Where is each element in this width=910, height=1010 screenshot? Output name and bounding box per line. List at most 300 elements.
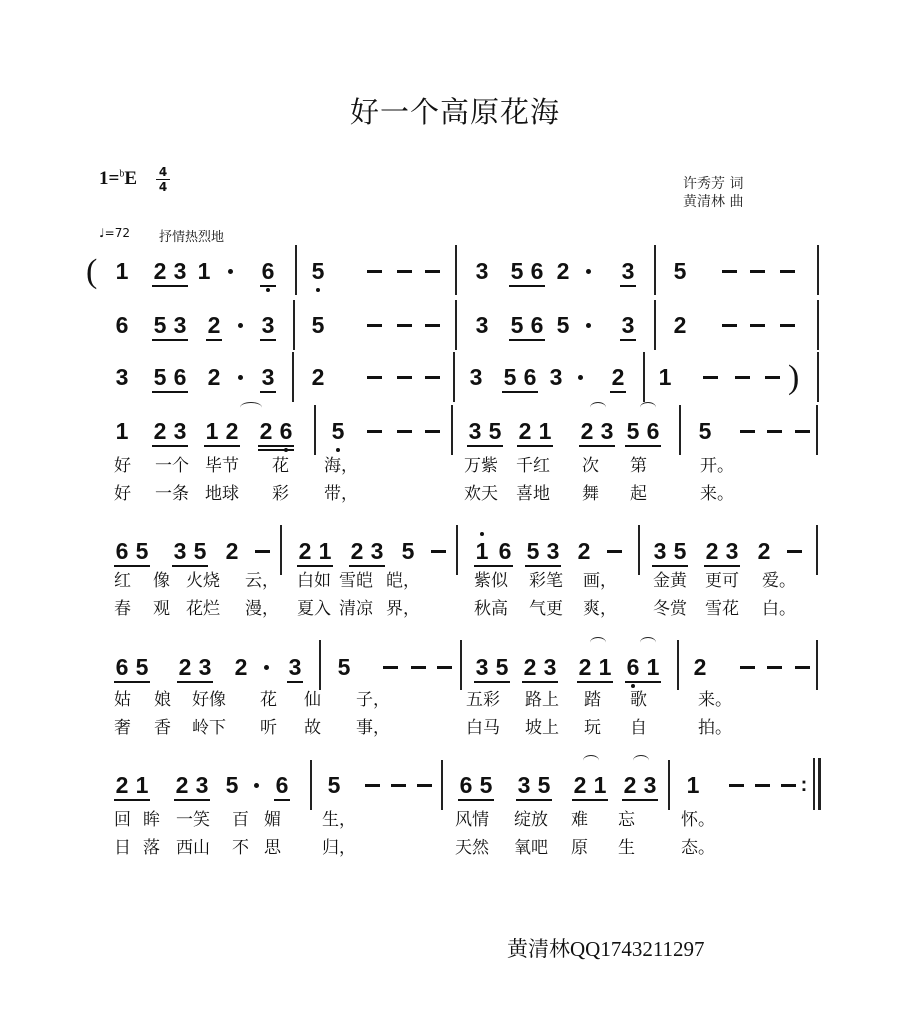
lyric: 第 xyxy=(630,456,647,476)
lyric: 好 xyxy=(114,484,131,504)
underline xyxy=(620,285,636,287)
note: 2 xyxy=(350,538,364,564)
lyric: 生 xyxy=(618,838,635,858)
augmentation-dot xyxy=(586,323,591,328)
barline xyxy=(816,405,818,455)
underline xyxy=(509,339,545,341)
barline xyxy=(295,245,297,295)
note: 3 xyxy=(546,538,560,564)
lyric: 彩笔 xyxy=(529,571,563,591)
note: 1 xyxy=(686,772,700,798)
lyric: 怀。 xyxy=(681,810,715,830)
final-barline xyxy=(818,758,821,810)
barline xyxy=(456,525,458,575)
lyric: 开。 xyxy=(700,456,734,476)
note: 5 xyxy=(331,418,345,444)
lyric: 听 xyxy=(260,718,277,738)
note: 6 xyxy=(115,654,129,680)
note: 3 xyxy=(173,312,187,338)
dash xyxy=(767,666,782,669)
barline xyxy=(638,525,640,575)
note: 3 xyxy=(549,364,563,390)
note: 3 xyxy=(173,418,187,444)
note: 2 xyxy=(623,772,637,798)
barline xyxy=(643,352,645,402)
barline xyxy=(455,300,457,350)
augmentation-dot xyxy=(586,269,591,274)
note: 2 xyxy=(225,418,239,444)
underline xyxy=(274,799,290,801)
note: 2 xyxy=(311,364,325,390)
dash xyxy=(367,270,382,273)
dash xyxy=(365,784,380,787)
note: 6 xyxy=(530,312,544,338)
low-octave-dot xyxy=(336,448,340,452)
note: 1 xyxy=(135,772,149,798)
lyric: 清凉 xyxy=(339,599,373,619)
note: 5 xyxy=(225,772,239,798)
barline xyxy=(292,352,294,402)
barline xyxy=(460,640,462,690)
lyric: 带， xyxy=(324,484,358,504)
dash xyxy=(425,430,440,433)
dash xyxy=(425,324,440,327)
dash xyxy=(722,270,737,273)
open-paren: ( xyxy=(86,253,98,290)
underline xyxy=(152,339,188,341)
note: 5 xyxy=(537,772,551,798)
barline xyxy=(817,245,819,295)
dash xyxy=(740,666,755,669)
barline xyxy=(817,352,819,402)
lyric: 夏入 xyxy=(297,599,331,619)
lyric: 雪花 xyxy=(705,599,739,619)
lyric: 思 xyxy=(264,838,281,858)
lyric: 五彩 xyxy=(466,690,500,710)
note: 2 xyxy=(578,654,592,680)
note: 6 xyxy=(173,364,187,390)
slur xyxy=(590,402,606,413)
note: 3 xyxy=(475,312,489,338)
slur xyxy=(640,402,656,413)
time-signature: 4 4 xyxy=(156,166,170,193)
dash xyxy=(397,376,412,379)
lyric: 爱。 xyxy=(762,571,796,591)
dash xyxy=(750,324,765,327)
lyric: 秋高 xyxy=(474,599,508,619)
lyric: 奢 xyxy=(114,718,131,738)
barline xyxy=(816,640,818,690)
lyric: 娘 xyxy=(154,690,171,710)
lyricist-credit: 许秀芳 词 xyxy=(683,176,744,192)
note: 2 xyxy=(573,772,587,798)
dash xyxy=(740,430,755,433)
underline xyxy=(260,391,276,393)
lyric: 好 xyxy=(114,456,131,476)
barline xyxy=(816,525,818,575)
slur xyxy=(633,755,649,766)
underline xyxy=(152,445,188,447)
note: 5 xyxy=(510,258,524,284)
barline xyxy=(293,300,295,350)
note: 5 xyxy=(510,312,524,338)
lyric: 玩 xyxy=(584,718,601,738)
note: 6 xyxy=(279,418,293,444)
lyric: 踏 xyxy=(584,690,601,710)
lyric: 白。 xyxy=(762,599,796,619)
underline xyxy=(258,449,294,451)
note: 3 xyxy=(195,772,209,798)
lyric: 百 xyxy=(232,810,249,830)
barline xyxy=(455,245,457,295)
underline xyxy=(287,681,303,683)
note: 3 xyxy=(475,654,489,680)
augmentation-dot xyxy=(264,665,269,670)
underline xyxy=(579,445,615,447)
underline xyxy=(114,681,150,683)
note: 5 xyxy=(488,418,502,444)
lyric: 好像 xyxy=(192,690,226,710)
key-signature: 1=$^b$E xyxy=(99,168,138,189)
underline xyxy=(260,285,276,287)
note: 2 xyxy=(259,418,273,444)
note: 3 xyxy=(653,538,667,564)
underline xyxy=(467,445,503,447)
lyric: 春 xyxy=(114,599,131,619)
repeat-colon: : xyxy=(800,774,808,796)
note: 5 xyxy=(698,418,712,444)
dash xyxy=(735,376,750,379)
note: 5 xyxy=(495,654,509,680)
note: 1 xyxy=(197,258,211,284)
note: 2 xyxy=(580,418,594,444)
dash xyxy=(425,270,440,273)
dash xyxy=(607,550,622,553)
note: 3 xyxy=(643,772,657,798)
dash xyxy=(765,376,780,379)
lyric: 红 xyxy=(114,571,131,591)
dash xyxy=(780,270,795,273)
note: 2 xyxy=(234,654,248,680)
lyric: 媚 xyxy=(264,810,281,830)
note: 1 xyxy=(475,538,489,564)
note: 5 xyxy=(135,654,149,680)
lyric: 岭下 xyxy=(192,718,226,738)
note: 1 xyxy=(115,418,129,444)
lyric: 彩 xyxy=(272,484,289,504)
note: 3 xyxy=(475,258,489,284)
lyric: 千红 xyxy=(516,456,550,476)
lyric: 香 xyxy=(154,718,171,738)
dash xyxy=(781,784,796,787)
note: 5 xyxy=(503,364,517,390)
lyric: 白如 xyxy=(297,571,331,591)
lyric: 风情 xyxy=(455,810,489,830)
lyric: 日 xyxy=(114,838,131,858)
dash xyxy=(367,376,382,379)
lyric: 态。 xyxy=(681,838,715,858)
dash xyxy=(411,666,426,669)
barline xyxy=(668,760,670,810)
dash xyxy=(367,324,382,327)
underline xyxy=(525,565,561,567)
note: 5 xyxy=(479,772,493,798)
note: 2 xyxy=(523,654,537,680)
note: 3 xyxy=(261,364,275,390)
note: 2 xyxy=(175,772,189,798)
note: 2 xyxy=(207,364,221,390)
barline xyxy=(813,758,815,810)
note: 5 xyxy=(401,538,415,564)
lyric: 绽放 xyxy=(514,810,548,830)
dash xyxy=(755,784,770,787)
underline xyxy=(177,681,213,683)
note: 6 xyxy=(498,538,512,564)
note: 1 xyxy=(658,364,672,390)
note: 6 xyxy=(115,538,129,564)
expression-mark: 抒情热烈地 xyxy=(159,230,225,245)
dash xyxy=(703,376,718,379)
dash xyxy=(367,430,382,433)
note: 5 xyxy=(673,258,687,284)
underline xyxy=(474,565,513,567)
augmentation-dot xyxy=(578,375,583,380)
underline xyxy=(152,391,188,393)
note: 2 xyxy=(153,258,167,284)
lyric: 地球 xyxy=(205,484,239,504)
lyric: 事， xyxy=(356,718,390,738)
dash xyxy=(417,784,432,787)
lyric: 皑， xyxy=(386,571,420,591)
note: 2 xyxy=(298,538,312,564)
underline xyxy=(509,285,545,287)
underline xyxy=(114,565,150,567)
barline xyxy=(677,640,679,690)
lyric: 舞 xyxy=(582,484,599,504)
lyric: 观 xyxy=(153,599,170,619)
barline xyxy=(441,760,443,810)
composer-credit: 黄清林 曲 xyxy=(683,194,744,210)
lyric: 白马 xyxy=(466,718,500,738)
note: 1 xyxy=(598,654,612,680)
note: 3 xyxy=(469,364,483,390)
lyric: 坡上 xyxy=(525,718,559,738)
low-octave-dot xyxy=(266,288,270,292)
dash xyxy=(750,270,765,273)
note: 6 xyxy=(275,772,289,798)
lyric: 毕节 xyxy=(205,456,239,476)
note: 3 xyxy=(198,654,212,680)
lyric: 更可 xyxy=(705,571,739,591)
low-octave-dot xyxy=(316,288,320,292)
lyric: 一笑 xyxy=(176,810,210,830)
lyric: 火烧 xyxy=(186,571,220,591)
note: 2 xyxy=(577,538,591,564)
note: 5 xyxy=(153,312,167,338)
note: 3 xyxy=(173,258,187,284)
augmentation-dot xyxy=(254,783,259,788)
underline xyxy=(517,445,553,447)
dash xyxy=(780,324,795,327)
note: 3 xyxy=(261,312,275,338)
augmentation-dot xyxy=(238,323,243,328)
note: 1 xyxy=(115,258,129,284)
underline xyxy=(174,799,210,801)
augmentation-dot xyxy=(228,269,233,274)
barline xyxy=(817,300,819,350)
note: 5 xyxy=(311,312,325,338)
lyric: 云， xyxy=(245,571,279,591)
lyric: 回 xyxy=(114,810,131,830)
lyric: 来。 xyxy=(698,690,732,710)
note: 1 xyxy=(646,654,660,680)
note: 6 xyxy=(530,258,544,284)
note: 3 xyxy=(173,538,187,564)
underline xyxy=(652,565,688,567)
lyric: 拍。 xyxy=(698,718,732,738)
note: 5 xyxy=(193,538,207,564)
footer-contact: 黄清林QQ1743211297 xyxy=(507,937,705,961)
lyric: 原 xyxy=(571,838,588,858)
note: 1 xyxy=(538,418,552,444)
note: 6 xyxy=(261,258,275,284)
note: 3 xyxy=(621,312,635,338)
note: 2 xyxy=(225,538,239,564)
lyric: 忘 xyxy=(618,810,635,830)
lyric: 归， xyxy=(322,838,356,858)
lyric: 自 xyxy=(630,718,647,738)
tempo-mark: ♩=72 xyxy=(99,226,130,240)
underline xyxy=(297,565,333,567)
dash xyxy=(729,784,744,787)
lyric: 次 xyxy=(582,456,599,476)
barline xyxy=(314,405,316,455)
lyric: 喜地 xyxy=(516,484,550,504)
note: 3 xyxy=(600,418,614,444)
lyric: 路上 xyxy=(525,690,559,710)
slur xyxy=(583,755,599,766)
lyric: 歌 xyxy=(630,690,647,710)
dash xyxy=(437,666,452,669)
note: 2 xyxy=(207,312,221,338)
underline xyxy=(572,799,608,801)
lyric: 氧吧 xyxy=(514,838,548,858)
dash xyxy=(255,550,270,553)
dash xyxy=(722,324,737,327)
barline xyxy=(654,245,656,295)
lyric: 气更 xyxy=(529,599,563,619)
underline xyxy=(152,285,188,287)
underline xyxy=(204,445,240,447)
note: 3 xyxy=(288,654,302,680)
note: 6 xyxy=(523,364,537,390)
note: 2 xyxy=(705,538,719,564)
underline xyxy=(349,565,385,567)
lyric: 眸 xyxy=(143,810,160,830)
underline xyxy=(522,681,558,683)
credits xyxy=(683,175,743,211)
note: 2 xyxy=(693,654,707,680)
underline xyxy=(516,799,552,801)
slur xyxy=(590,637,606,648)
lyric: 欢天 xyxy=(464,484,498,504)
dash xyxy=(767,430,782,433)
lyric: 冬赏 xyxy=(653,599,687,619)
lyric: 来。 xyxy=(700,484,734,504)
lyric: 花 xyxy=(272,456,289,476)
lyric: 紫似 xyxy=(474,571,508,591)
note: 2 xyxy=(556,258,570,284)
lyric: 子， xyxy=(356,690,390,710)
lyric: 姑 xyxy=(114,690,131,710)
lyric: 界， xyxy=(386,599,420,619)
note: 5 xyxy=(153,364,167,390)
dash xyxy=(383,666,398,669)
dash xyxy=(795,430,810,433)
note: 3 xyxy=(543,654,557,680)
note: 3 xyxy=(725,538,739,564)
lyric: 难 xyxy=(571,810,588,830)
underline xyxy=(206,339,222,341)
underline xyxy=(258,445,294,447)
slur xyxy=(240,402,262,413)
underline xyxy=(622,799,658,801)
underline xyxy=(474,681,510,683)
dash xyxy=(391,784,406,787)
note: 5 xyxy=(526,538,540,564)
note: 2 xyxy=(153,418,167,444)
underline xyxy=(458,799,494,801)
barline xyxy=(451,405,453,455)
lyric: 金黄 xyxy=(653,571,687,591)
dash xyxy=(787,550,802,553)
note: 2 xyxy=(518,418,532,444)
lyric: 西山 xyxy=(176,838,210,858)
lyric: 像 xyxy=(153,571,170,591)
underline xyxy=(625,681,661,683)
lyric: 生， xyxy=(322,810,356,830)
note: 6 xyxy=(459,772,473,798)
note: 5 xyxy=(311,258,325,284)
note: 5 xyxy=(673,538,687,564)
barline xyxy=(453,352,455,402)
high-octave-dot xyxy=(480,532,484,536)
underline xyxy=(625,445,661,447)
note: 3 xyxy=(115,364,129,390)
note: 1 xyxy=(318,538,332,564)
lyric: 一个 xyxy=(155,456,189,476)
underline xyxy=(577,681,613,683)
slur xyxy=(640,637,656,648)
lyric: 落 xyxy=(143,838,160,858)
underline xyxy=(610,391,626,393)
note: 5 xyxy=(337,654,351,680)
note: 5 xyxy=(135,538,149,564)
lyric: 故 xyxy=(304,718,321,738)
note: 2 xyxy=(178,654,192,680)
note: 2 xyxy=(757,538,771,564)
underline xyxy=(620,339,636,341)
lyric: 不 xyxy=(232,838,249,858)
lyric: 天然 xyxy=(455,838,489,858)
barline xyxy=(310,760,312,810)
note: 3 xyxy=(517,772,531,798)
lyric: 雪皑 xyxy=(339,571,373,591)
underline xyxy=(704,565,740,567)
dash xyxy=(397,430,412,433)
dash xyxy=(397,324,412,327)
lyric: 爽， xyxy=(583,599,617,619)
